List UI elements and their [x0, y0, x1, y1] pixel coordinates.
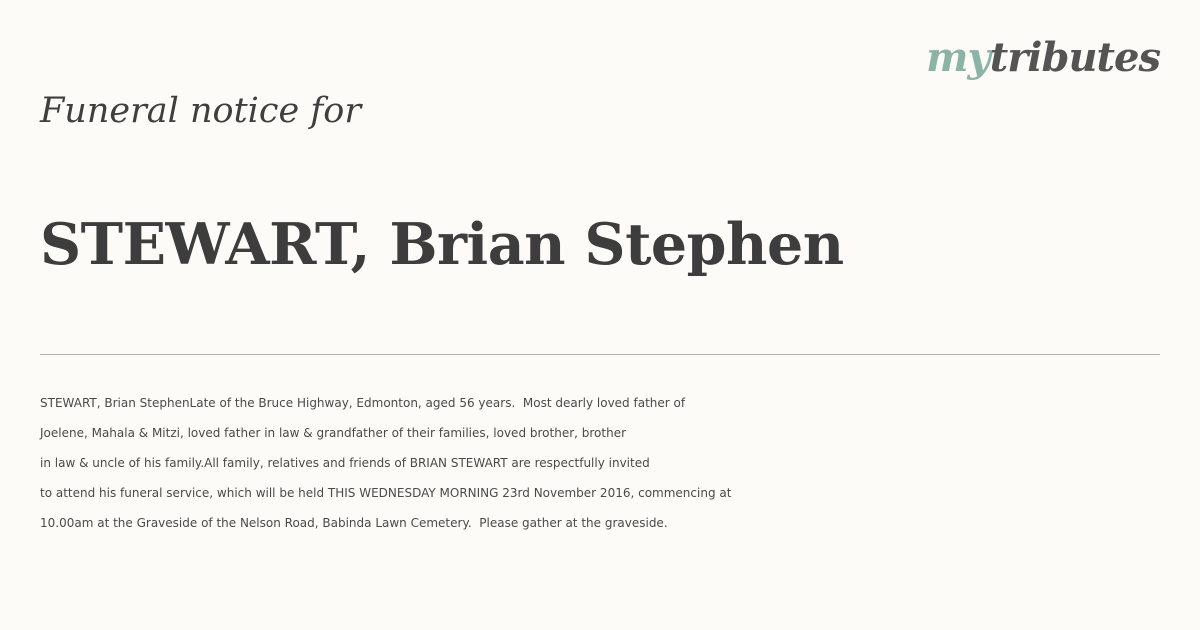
deceased-name: STEWART, Brian Stephen [40, 211, 844, 278]
mytributes-logo[interactable] [926, 34, 1160, 81]
notice-line: to attend his funeral service, which will be held THIS WEDNESDAY MORNING 23rd November 2016, commencing at [40, 486, 732, 500]
notice-line: 10.00am at the Graveside of the Nelson Road, Babinda Lawn Cemetery. Please gather at the graveside. [40, 516, 668, 530]
notice-line: STEWART, Brian StephenLate of the Bruce Highway, Edmonton, aged 56 years. Most dearly loved father of [40, 396, 686, 410]
funeral-notice-heading: Funeral notice for [40, 91, 362, 131]
notice-text [40, 388, 1165, 538]
notice-line: in law & uncle of his family.All family, relatives and friends of BRIAN STEWART are respectfully invited [40, 456, 650, 470]
logo-my: my [926, 34, 990, 81]
notice-line: Joelene, Mahala & Mitzi, loved father in law & grandfather of their families, loved brother, brother [40, 426, 627, 440]
divider [40, 354, 1160, 355]
logo-tributes: tributes [989, 34, 1160, 81]
